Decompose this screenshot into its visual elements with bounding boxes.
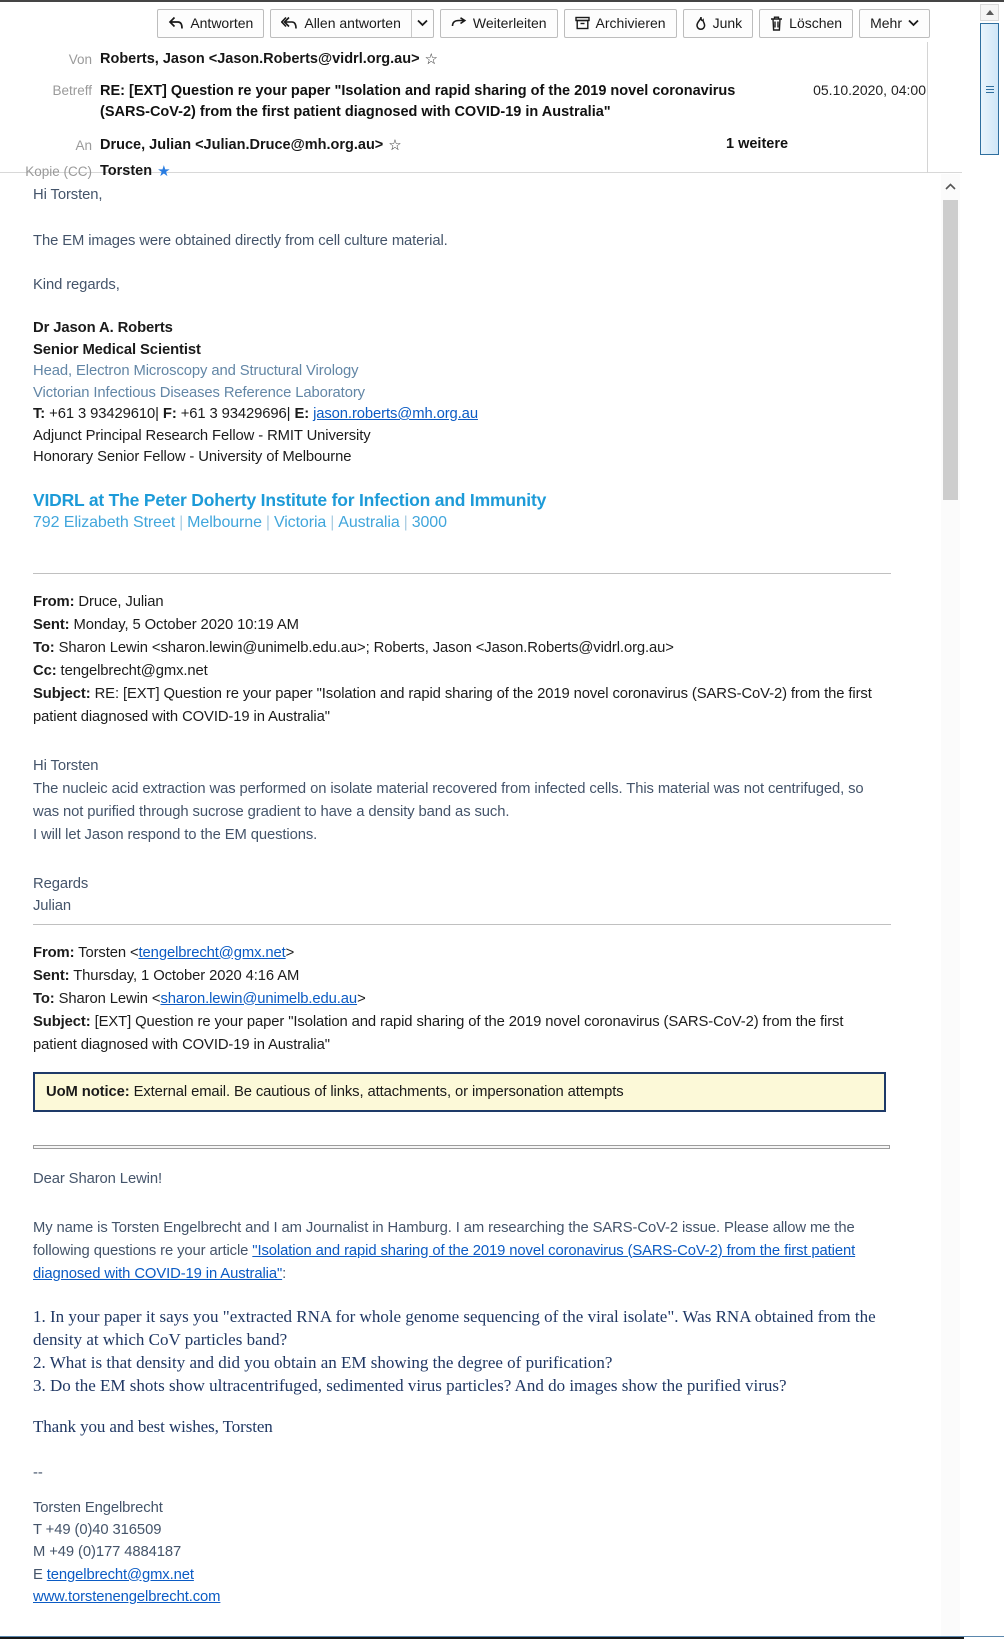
cc-label: Kopie (CC) xyxy=(25,164,92,179)
quoted-greeting: Hi Torsten xyxy=(33,757,99,774)
quoted-to-prefix: Sharon Lewin < xyxy=(54,990,161,1007)
quoted-header-torsten xyxy=(33,942,891,1057)
reply-all-dropdown[interactable] xyxy=(411,10,433,37)
notice-text: External email. Be cautious of links, attachments, or impersonation attempts xyxy=(129,1083,624,1100)
scroll-up-arrow-icon[interactable] xyxy=(941,178,960,194)
archive-label: Archivieren xyxy=(595,15,666,31)
message-toolbar xyxy=(0,4,962,42)
sig-unimelb: Honorary Senior Fellow - University of Melbourne xyxy=(33,449,352,465)
quoted-subject-value: [EXT] Question re your paper "Isolation and rapid sharing of the 2019 novel coronavirus (SARS-CoV-2) from the first patient diagnosed with COVID-19 in Australia" xyxy=(33,1013,844,1053)
address-country: Australia xyxy=(338,513,400,531)
quoted-subject-line xyxy=(33,683,891,729)
quoted-to-line xyxy=(33,988,891,1011)
chevron-down-icon xyxy=(908,19,919,27)
sig-role1: Head, Electron Microscopy and Structural Virology xyxy=(33,363,359,379)
quoted-to-suffix: > xyxy=(357,990,366,1007)
address-street: 792 Elizabeth Street xyxy=(33,513,176,531)
quoted-from-value: Druce, Julian xyxy=(74,593,164,610)
address-state: Victoria xyxy=(273,513,327,531)
junk-label: Junk xyxy=(712,15,743,31)
quoted-sent-line xyxy=(33,614,891,637)
sig-title: Senior Medical Scientist xyxy=(33,341,201,358)
quoted-subject-label: Subject: xyxy=(33,685,91,702)
trash-icon xyxy=(770,16,783,31)
quoted-from-line xyxy=(33,942,891,965)
quoted-to-label: To: xyxy=(33,990,55,1007)
forward-icon xyxy=(451,17,467,29)
address-separator: | xyxy=(179,513,184,531)
junk-button[interactable] xyxy=(683,9,754,38)
section-divider xyxy=(33,1145,890,1149)
closing: Kind regards, xyxy=(33,277,120,293)
message-body-pane xyxy=(33,174,891,1609)
sig2-name: Torsten Engelbrecht xyxy=(33,1499,163,1516)
quote-divider xyxy=(33,924,891,925)
quoted-para2: I will let Jason respond to the EM questions. xyxy=(33,826,318,843)
reply-all-button-group xyxy=(270,9,434,38)
reply-all-button[interactable] xyxy=(271,10,411,37)
thanks-line: Thank you and best wishes, Torsten xyxy=(33,1416,273,1436)
header-row-from xyxy=(0,50,962,69)
question-3: 3. Do the EM shots show ultracentrifuged, sedimented virus particles? And do images show the purified virus? xyxy=(33,1375,787,1395)
salutation: Dear Sharon Lewin! xyxy=(33,1170,162,1187)
questions-block xyxy=(33,1305,891,1397)
intro-text: My name is Torsten Engelbrecht and I am Journalist in Hamburg. I am researching the SARS-CoV-2 issue. Please allow me the following questions re your article xyxy=(33,1219,855,1259)
quoted-closing1: Regards xyxy=(33,875,89,892)
forward-label: Weiterleiten xyxy=(472,15,547,31)
vidrl-address xyxy=(33,513,891,533)
quoted-from-label: From: xyxy=(33,593,75,610)
vidrl-title: VIDRL at The Peter Doherty Institute for Infection and Immunity xyxy=(33,489,547,510)
reply-all-label: Allen antworten xyxy=(304,15,401,31)
signature-divider: -- xyxy=(33,1464,43,1481)
quoted-closing2: Julian xyxy=(33,897,72,914)
chevron-down-icon xyxy=(417,19,428,27)
body-line: The EM images were obtained directly from cell culture material. xyxy=(33,233,448,249)
window-scrollbar xyxy=(979,2,1000,1642)
sig2-email-link[interactable]: tengelbrecht@gmx.net xyxy=(46,1566,194,1583)
quote-divider xyxy=(33,573,891,574)
quoted-cc-line xyxy=(33,660,891,683)
quoted-subject-value: RE: [EXT] Question re your paper "Isolation and rapid sharing of the 2019 novel coronavirus (SARS-CoV-2) from the first patient diagnosed with COVID-19 in Australia" xyxy=(33,685,872,725)
sig-t-label: T: xyxy=(33,406,46,422)
quoted-para1: The nucleic acid extraction was performed on isolate material recovered from infected cells. This material was not centrifuged, so was not purified through sucrose gradient to have a density band as such. xyxy=(33,780,864,820)
sig-f-value: +61 3 93429696| xyxy=(176,406,295,422)
forward-button[interactable] xyxy=(440,9,558,38)
more-label: Mehr xyxy=(870,15,902,31)
quoted-sent-line xyxy=(33,965,891,988)
address-separator: | xyxy=(403,513,408,531)
message-scrollbar xyxy=(941,174,960,1636)
address-city: Melbourne xyxy=(187,513,262,531)
window-scroll-up-button[interactable] xyxy=(980,4,999,21)
intro-paragraph xyxy=(33,1217,891,1286)
cc-value[interactable]: Torsten xyxy=(100,163,153,179)
up-triangle-icon xyxy=(986,10,994,15)
quoted-to-value: Sharon Lewin <sharon.lewin@unimelb.edu.au>; Roberts, Jason <Jason.Roberts@vidrl.org.au> xyxy=(54,639,674,656)
greeting: Hi Torsten, xyxy=(33,187,103,203)
quoted-from-prefix: Torsten < xyxy=(74,944,139,961)
sig2-email-label: E xyxy=(33,1566,47,1583)
more-recipients[interactable]: 1 weitere xyxy=(726,136,789,152)
delete-button[interactable] xyxy=(759,9,853,38)
delete-label: Löschen xyxy=(789,15,843,31)
message-scrollbar-thumb[interactable] xyxy=(943,200,958,500)
address-postcode: 3000 xyxy=(411,513,447,531)
message-date: 05.10.2020, 04:00 xyxy=(813,82,926,98)
window-scrollbar-thumb[interactable] xyxy=(980,23,999,155)
reply-icon xyxy=(168,16,184,30)
star-outline-icon[interactable]: ☆ xyxy=(424,51,438,68)
quoted-cc-value: tengelbrecht@gmx.net xyxy=(56,662,208,679)
reply-label: Antworten xyxy=(190,15,254,31)
archive-button[interactable] xyxy=(564,9,677,38)
quoted-sent-value: Monday, 5 October 2020 10:19 AM xyxy=(69,616,299,633)
intro-suffix: : xyxy=(282,1265,287,1282)
article-link[interactable]: "Isolation and rapid sharing of the 2019 novel coronavirus (SARS-CoV-2) from the first patient diagnosed with COVID-19 in Australia" xyxy=(33,1242,856,1282)
notice-label: UoM notice: xyxy=(46,1083,130,1100)
quoted-header-druce xyxy=(33,591,891,729)
subject-value: RE: [EXT] Question re your paper "Isolation and rapid sharing of the 2019 novel coronavirus (SARS-CoV-2) from the first patient diagnosed with COVID-19 in Australia" xyxy=(100,83,736,120)
star-outline-icon[interactable]: ☆ xyxy=(388,137,402,154)
roberts-signature xyxy=(33,318,891,469)
sig2-web-line xyxy=(33,1586,891,1608)
quoted-sent-label: Sent: xyxy=(33,967,70,984)
sig-email-link[interactable]: jason.roberts@mh.org.au xyxy=(313,406,478,422)
sig-f-label: F: xyxy=(162,406,177,422)
bottom-table-edge xyxy=(0,1636,1004,1639)
quoted-subject-line xyxy=(33,1011,891,1057)
sig2-phone: T +49 (0)40 316509 xyxy=(33,1521,162,1538)
to-value[interactable]: Druce, Julian <Julian.Druce@mh.org.au> xyxy=(100,137,384,153)
quoted-from-email-link[interactable]: tengelbrecht@gmx.net xyxy=(138,944,286,961)
from-value[interactable]: Roberts, Jason <Jason.Roberts@vidrl.org.au> xyxy=(100,51,420,67)
sig-t-value: +61 3 93429610| xyxy=(45,406,163,422)
quoted-to-label: To: xyxy=(33,639,55,656)
quoted-sent-value: Thursday, 1 October 2020 4:16 AM xyxy=(69,967,300,984)
sig2-website-link[interactable]: www.torstenengelbrecht.com xyxy=(33,1589,221,1606)
quoted-from-line xyxy=(33,591,891,614)
quoted-from-suffix: > xyxy=(285,944,295,961)
reply-all-icon xyxy=(281,16,298,30)
more-button[interactable] xyxy=(859,9,930,38)
sig-rmit: Adjunct Principal Research Fellow - RMIT University xyxy=(33,427,371,444)
header-row-to xyxy=(0,136,962,155)
quoted-cc-label: Cc: xyxy=(33,662,57,679)
subject-label: Betreff xyxy=(52,83,92,98)
header-row-subject xyxy=(0,81,962,123)
reply-button[interactable] xyxy=(157,9,264,38)
archive-icon xyxy=(575,16,590,30)
to-label: An xyxy=(75,138,92,153)
uom-notice-banner xyxy=(33,1072,886,1112)
quoted-to-email-link[interactable]: sharon.lewin@unimelb.edu.au xyxy=(160,990,358,1007)
torsten-signature xyxy=(33,1497,891,1609)
message-header-pane xyxy=(0,42,962,180)
sig-name: Dr Jason A. Roberts xyxy=(33,320,173,336)
flame-icon xyxy=(694,16,707,31)
from-label: Von xyxy=(68,52,92,67)
address-separator: | xyxy=(330,513,335,531)
sig-role2: Victorian Infectious Diseases Reference Laboratory xyxy=(33,384,365,401)
sig2-mobile: M +49 (0)177 4884187 xyxy=(33,1544,182,1561)
quoted-from-label: From: xyxy=(33,944,75,961)
star-filled-icon[interactable]: ★ xyxy=(157,163,171,180)
sig-contact-line xyxy=(33,404,891,426)
quoted-to-line xyxy=(33,637,891,660)
address-separator: | xyxy=(265,513,270,531)
sig-e-label: E: xyxy=(294,406,314,422)
question-2: 2. What is that density and did you obtain an EM showing the degree of purification? xyxy=(33,1352,613,1372)
question-1: 1. In your paper it says you "extracted RNA for whole genome sequencing of the viral isolate". Was RNA obtained from the density at which CoV particles band? xyxy=(33,1306,876,1349)
quoted-subject-label: Subject: xyxy=(33,1013,91,1030)
quoted-sent-label: Sent: xyxy=(33,616,70,633)
sig2-email-line xyxy=(33,1564,891,1586)
